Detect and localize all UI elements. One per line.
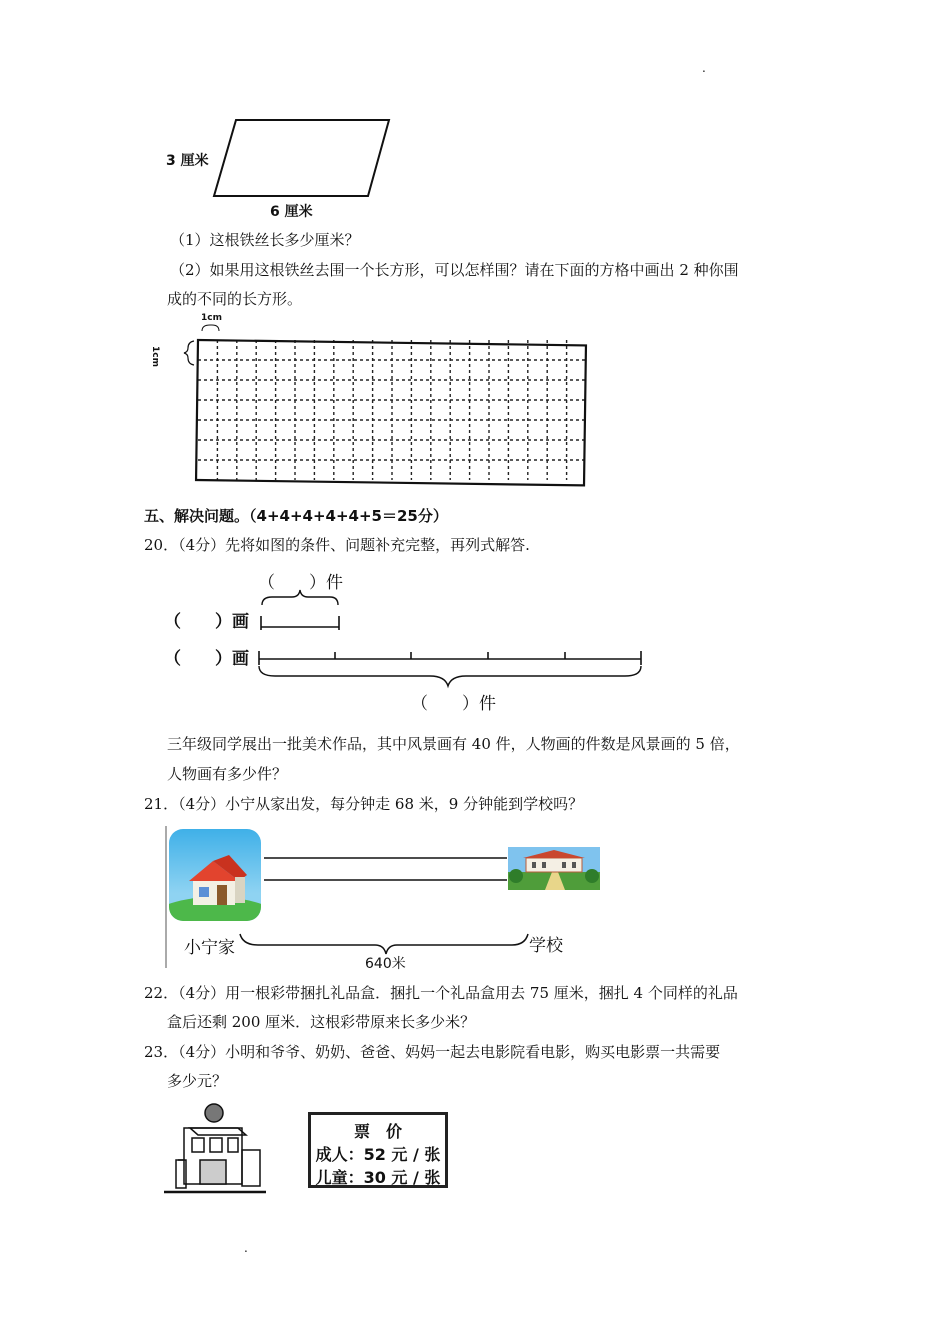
page-dot-bottom: .: [244, 1241, 248, 1255]
grid-unit-side: 1cm: [150, 346, 160, 367]
q21-question: 21．（4分）小宁从家出发，每分钟走 68 米，9 分钟能到学校吗？: [144, 795, 584, 813]
q20-bottom-label: （ ）件: [411, 694, 496, 714]
q22-line1: 22．（4分）用一根彩带捆扎礼品盒．捆扎一个礼品盒用去 75 厘米，捆扎 4 个同样的礼品: [144, 984, 738, 1002]
school-label: 学校: [529, 936, 563, 956]
q20-question: 20．（4分）先将如图的条件、问题补充完整，再列式解答.: [144, 536, 530, 554]
q19-sub1: （1）这根铁丝长多少厘米？: [170, 231, 360, 249]
q19-sub2-line2: 成的不同的长方形。: [167, 290, 303, 308]
parallelogram-side-label: 3 厘米: [166, 153, 209, 169]
ticket-title: 票 价: [353, 1122, 402, 1141]
q20-row2-label: （ ）画: [164, 649, 249, 669]
grid-unit-top: 1cm: [201, 313, 222, 323]
ticket-price-board: [308, 1112, 448, 1188]
page-dot-top: .: [702, 61, 706, 75]
q20-row1-label: （ ）画: [164, 612, 249, 632]
section5-heading: 五、解决问题。（4+4+4+4+4+5＝25分）: [144, 507, 448, 525]
q23-line2: 多少元？: [167, 1072, 228, 1090]
q20-text-line1: 三年级同学展出一批美术作品，其中风景画有 40 件，人物画的件数是风景画的 5 倍，: [167, 735, 740, 753]
distance-label: 640米: [365, 956, 406, 972]
q19-sub2-line1: （2）如果用这根铁丝去围一个长方形，可以怎样围？请在下面的方格中画出 2 种你围: [170, 261, 739, 279]
home-label: 小宁家: [184, 938, 235, 958]
q20-text-line2: 人物画有多少件？: [167, 765, 288, 783]
q23-line1: 23．（4分）小明和爷爷、奶奶、爸爸、妈妈一起去电影院看电影，购买电影票一共需要: [144, 1043, 721, 1061]
parallelogram-base-label: 6 厘米: [270, 204, 313, 220]
q20-top-label: （ ）件: [258, 573, 343, 593]
adult-price: 成人：52 元 / 张: [315, 1145, 441, 1164]
q22-line2: 盒后还剩 200 厘米．这根彩带原来长多少米？: [167, 1013, 476, 1031]
child-price: 儿童：30 元 / 张: [315, 1168, 441, 1187]
